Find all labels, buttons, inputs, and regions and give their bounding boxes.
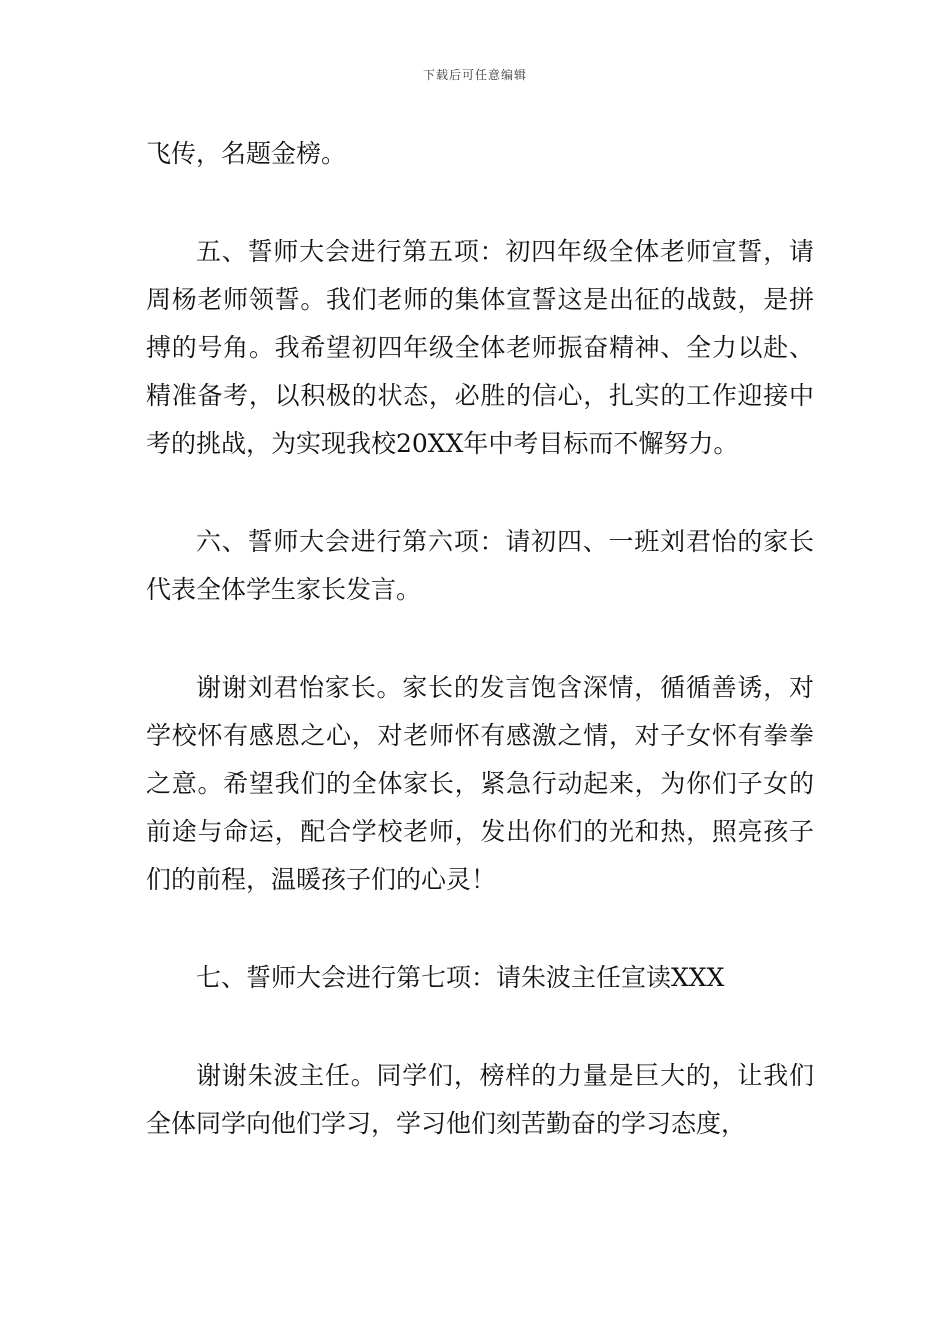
paragraph-item-seven: 七、誓师大会进行第七项：请朱波主任宣读XXX [196, 963, 725, 992]
paragraph-gap [146, 178, 814, 228]
paragraph-item-six: 六、誓师大会进行第六项：请初四、一班刘君怡的家长代表全体学生家长发言。 [146, 527, 814, 604]
paragraph-gap [146, 468, 814, 518]
paragraph-gap [146, 904, 814, 954]
paragraph-thanks-parent: 谢谢刘君怡家长。家长的发言饱含深情，循循善诱，对学校怀有感恩之心，对老师怀有感激之情，对子女怀有拳拳之意。希望我们的全体家长，紧急行动起来，为你们子女的前途与命运，配合学校老师，发出你们的光和热，照亮孩子们的前程，温暖孩子们的心灵！ [146, 673, 814, 894]
paragraph-gap [146, 1002, 814, 1052]
page-header: 下载后可任意编辑 [422, 68, 527, 82]
paragraph-item-five: 五、誓师大会进行第五项：初四年级全体老师宣誓，请周杨老师领誓。我们老师的集体宣誓这是出征的战鼓，是拼搏的号角。我希望初四年级全体老师振奋精神、全力以赴、精准备考，以积极的状态，必胜的信心，扎实的工作迎接中考的挑战，为实现我校20XX年中考目标而不懈努力。 [146, 237, 814, 458]
paragraph-continuation: 飞传，名题金榜。 [146, 139, 347, 168]
paragraph-gap [146, 614, 814, 664]
paragraph-thanks-director: 谢谢朱波主任。同学们，榜样的力量是巨大的，让我们全体同学向他们学习，学习他们刻苦勤奋的学习态度， [146, 1061, 814, 1138]
document-body [146, 130, 814, 1148]
